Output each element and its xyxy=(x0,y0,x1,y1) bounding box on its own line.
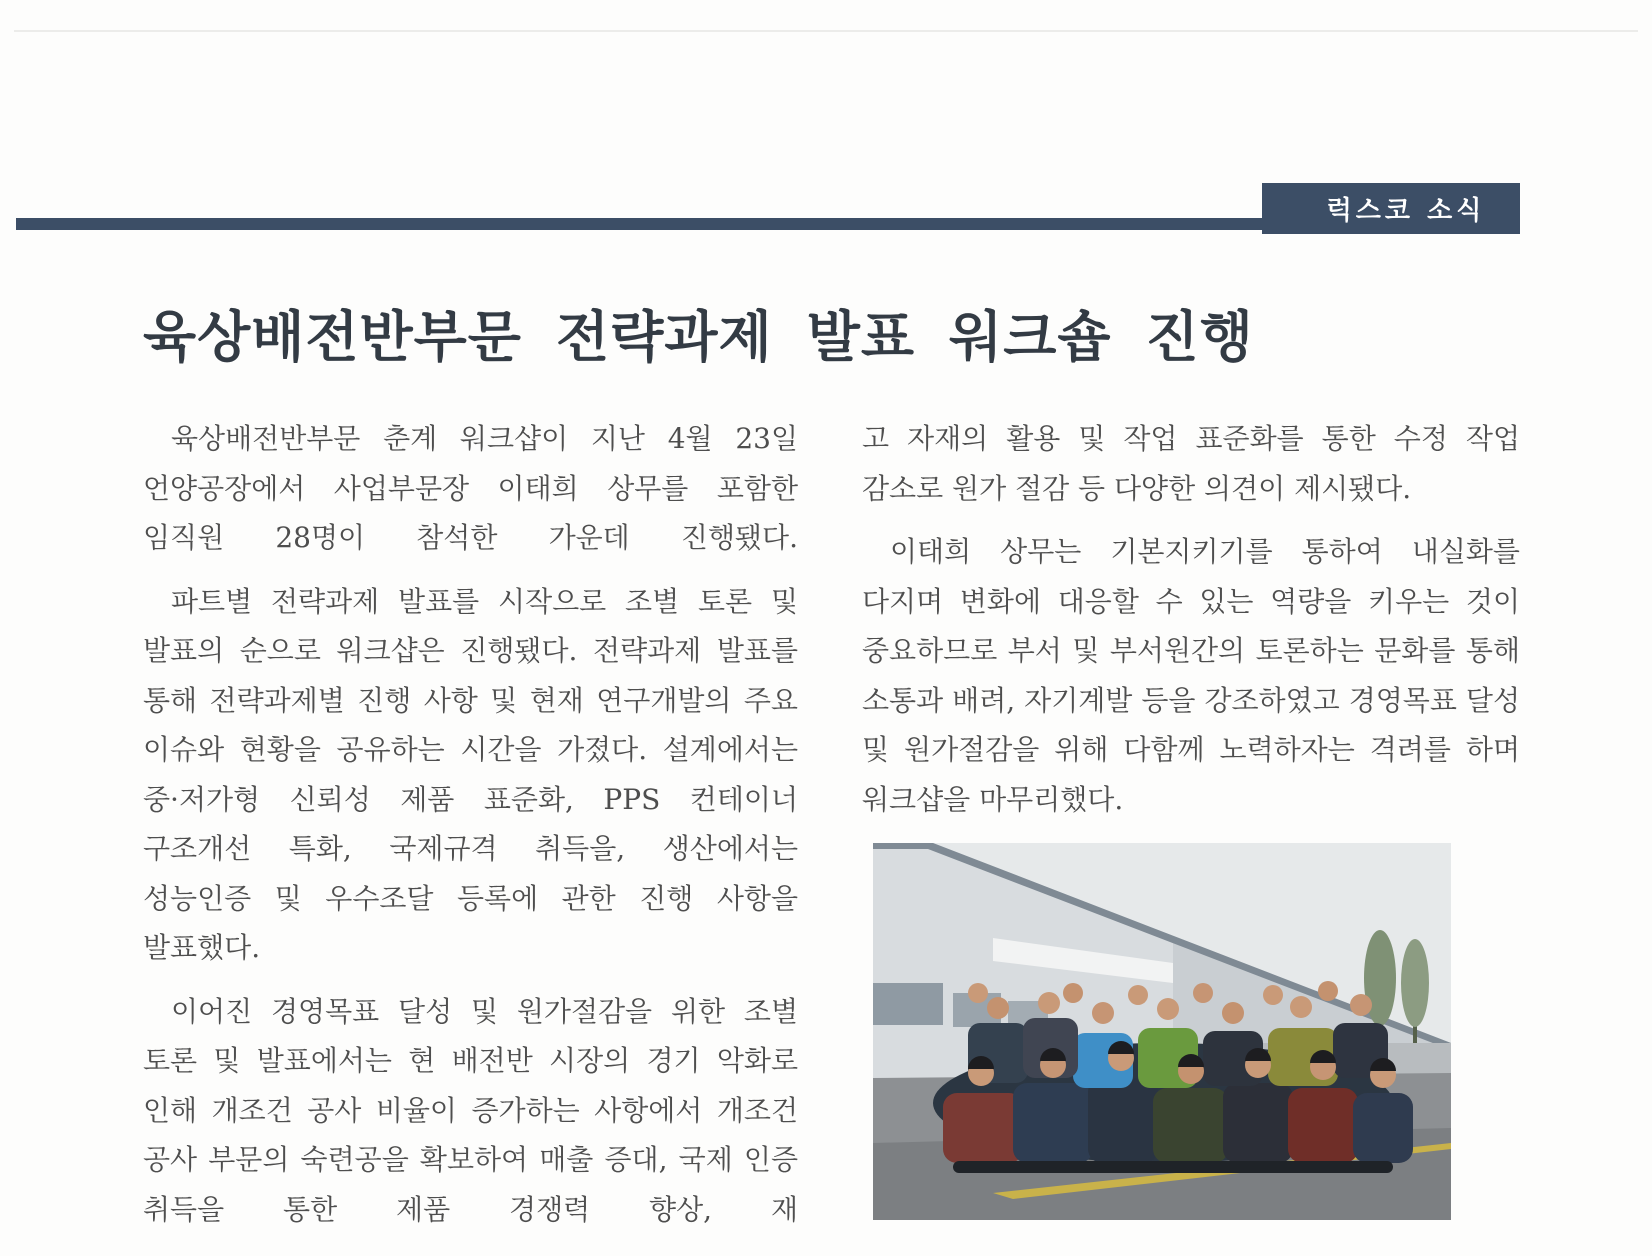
paragraph-group-discussion: 이어진 경영목표 달성 및 원가절감을 위한 조별 토론 및 발표에서는 현 배전반 시장의 경기 악화로 인해 개조건 공사 비율이 증가하는 사항에서 개조건 공사 부문의 숙련공을 확보하여 매출 증대, 국제 인증 취득을 통한 제품 경쟁력 향상, 재 xyxy=(143,994,798,1226)
page-top-rule xyxy=(14,30,1638,32)
article-column-left xyxy=(143,414,798,1248)
paragraph-strategy-presentation: 파트별 전략과제 발표를 시작으로 조별 토론 및 발표의 순으로 워크샵은 진행됐다. 전략과제 발표를 통해 전략과제별 진행 사항 및 현재 연구개발의 주요 이슈와 현황을 공유하는 시간을 가졌다. 설계에서는 중·저가형 신뢰성 제품 표준화, PPS 컨테이너 구조개선 특화, 국제규격 취득을, 생산에서는 성능인증 및 우수조달 등록에 관한 진행 사항을 발표했다. xyxy=(143,584,798,964)
paragraph-closing-remarks: 이태희 상무는 기본지키기를 통하여 내실화를 다지며 변화에 대응할 수 있는 역량을 키우는 것이 중요하므로 부서 및 부서원간의 토론하는 문화를 통해 소통과 배려, 자기계발 등을 강조하였고 경영목표 달성 및 원가절감을 위해 다함께 노력하자는 격려를 하며 워크샵을 마무리했다. xyxy=(862,535,1520,816)
article-headline: 육상배전반부문 전략과제 발표 워크숍 진행 xyxy=(143,305,1254,369)
section-header-bar xyxy=(16,218,1262,230)
paragraph-intro: 육상배전반부문 춘계 워크샵이 지난 4월 23일 언양공장에서 사업부문장 이태희 상무를 포함한 임직원 28명이 참석한 가운데 진행됐다. xyxy=(143,422,798,554)
section-tag: 럭스코 소식 xyxy=(1262,183,1520,234)
paragraph-discussion-continued: 고 자재의 활용 및 작업 표준화를 통한 수정 작업 감소로 원가 절감 등 다양한 의견이 제시됐다. xyxy=(862,422,1520,505)
group-photo xyxy=(873,843,1451,1220)
article-column-right xyxy=(862,414,1520,838)
